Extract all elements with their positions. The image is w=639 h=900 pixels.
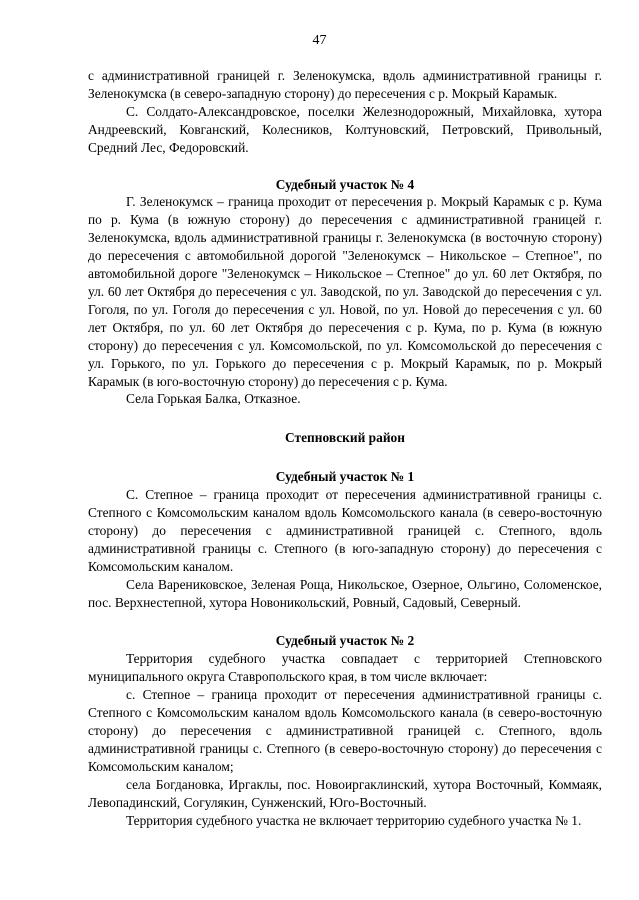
spacer <box>88 447 602 468</box>
paragraph-stepnoe-court-1-settlements: Села Варениковское, Зеленая Роща, Никольское, Озерное, Ольгино, Соломенское, пос. Верхнестепной, хутора Новоникольский, Ровный, Садовый, Северный. <box>88 576 602 610</box>
spacer <box>88 157 602 176</box>
section-heading-stepnoe-court-1: Судебный участок № 1 <box>275 469 415 485</box>
paragraph-intro-boundary: с административной границей г. Зеленокумска, вдоль административной границы г. Зеленокумска (в северо-западную сторону) до пересечения с р. Мокрый Карамык. <box>88 68 602 101</box>
paragraph-stepnoe-court-2-exclusion: Территория судебного участка не включает территорию судебного участка № 1. <box>126 812 582 828</box>
paragraph-stepnoe-court-2-territory: Территория судебного участка совпадает с территорией Степновского муниципального округа Ставропольского края, в том числе включает: <box>88 651 602 685</box>
spacer <box>88 611 602 632</box>
section-heading-court-4: Судебный участок № 4 <box>275 176 415 192</box>
paragraph-intro-settlements: С. Солдато-Александровское, поселки Железнодорожный, Михайловка, хутора Андреевский, Ковганский, Колесников, Колтуновский, Петровский, Привольный, Средний Лес, Федоровский. <box>88 103 602 155</box>
spacer <box>88 408 602 429</box>
paragraph-stepnoe-court-2-settlements: села Богдановка, Иргаклы, пос. Новоиргаклинский, хутора Восточный, Коммаяк, Левопадинский, Согулякин, Сунженский, Юго-Восточный. <box>88 776 602 810</box>
paragraph-stepnoe-court-1-boundary: С. Степное – граница проходит от пересечения административной границы с. Степного с Комсомольским каналом вдоль Комсомольского канала (в северо-восточную сторону) до пересечения с административной границей с. Степного, вдоль административной границы с. Степного (в юго-западную сторону) до пересечения с Комсомольским каналом. <box>88 487 602 574</box>
paragraph-court-4-settlements: Села Горькая Балка, Отказное. <box>126 391 301 407</box>
page-number: 47 <box>312 33 327 48</box>
document-body <box>88 67 602 829</box>
paragraph-stepnoe-court-2-boundary: с. Степное – граница проходит от пересечения административной границы с. Степного с Комсомольским каналом вдоль Комсомольского канала (в северо-восточную сторону) до пересечения с административной границей с. Степного, вдоль административной границы с. Степного (в северо-восточную сторону) до пересечения с Комсомольским каналом; <box>88 687 602 774</box>
district-heading-stepnovsky: Степновский район <box>285 430 405 446</box>
paragraph-court-4-boundary: Г. Зеленокумск – граница проходит от пересечения р. Мокрый Карамык с р. Кума по р. Кума (в южную сторону) до пересечения с административной границей г. Зеленокумска, вдоль административной границы г. Зеленокумска (в восточную сторону) до пересечения с автомобильной дорогой "Зеленокумск – Никольское – Степное", по автомобильной дороге "Зеленокумск – Никольское – Степное" до ул. 60 лет Октября, по ул. 60 лет Октября до пересечения с ул. Заводской, по ул. Заводской до пересечения с ул. Гоголя, по ул. Гоголя до пересечения с ул. Новой, по ул. Новой до пересечения с ул. 60 лет Октября, по ул. 60 лет Октября до пересечения с р. Кума, по р. Кума (в южную сторону) до пересечения с ул. Комсомольской, по ул. Комсомольской до пересечения с ул. Горького, по ул. Горького до пересечения с р. Мокрый Карамык, по р. Мокрый Карамык (в юго-восточную сторону) до пересечения с р. Кума. <box>88 194 602 389</box>
section-heading-stepnoe-court-2: Судебный участок № 2 <box>275 633 415 649</box>
